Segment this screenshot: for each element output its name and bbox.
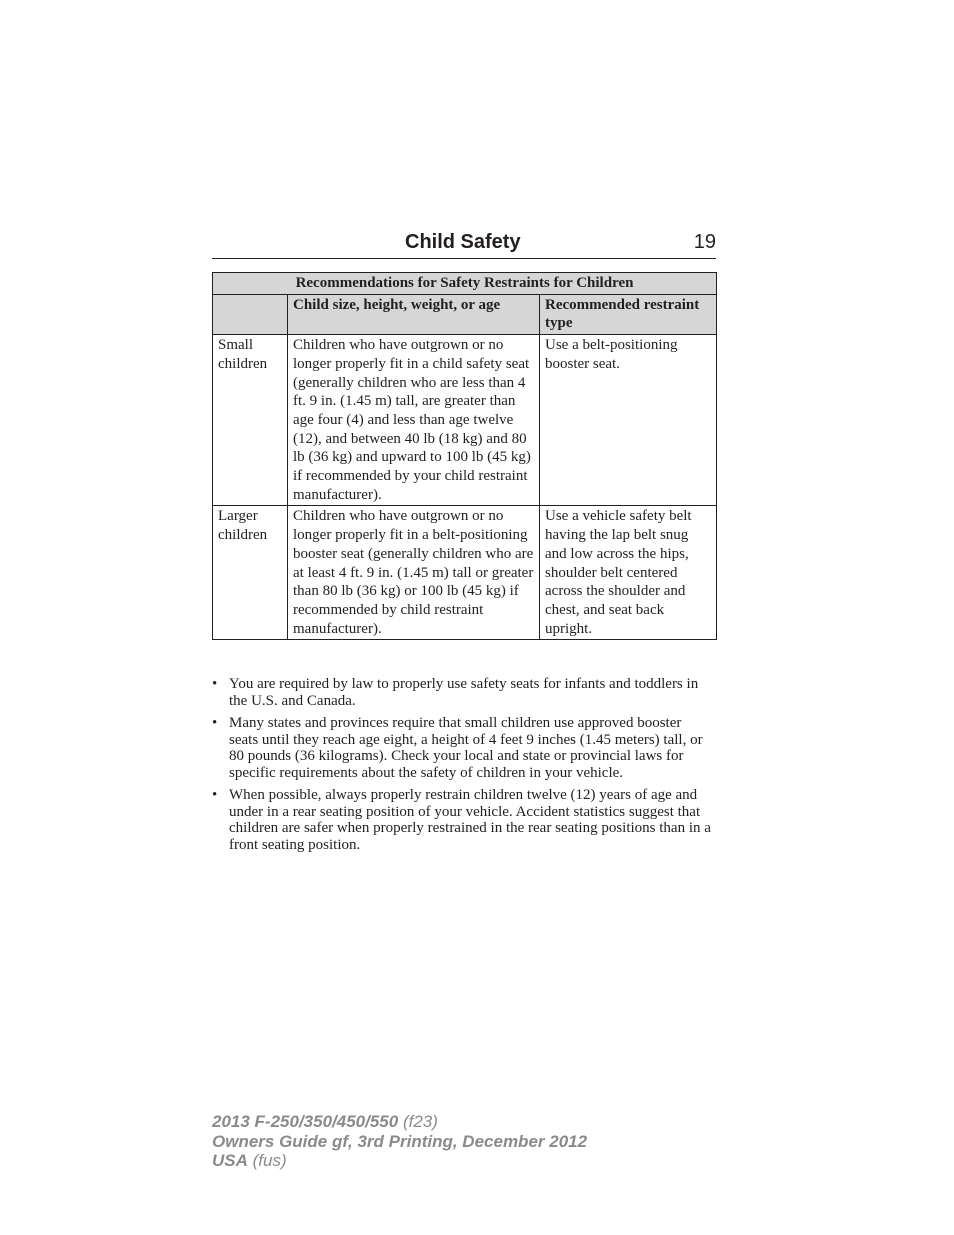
column-header-category [213, 294, 288, 334]
page-number: 19 [693, 231, 716, 253]
table-caption-row [213, 273, 717, 295]
bullet-icon: • [212, 676, 218, 692]
section-title: Child Safety [405, 231, 521, 253]
table-caption: Recommendations for Safety Restraints for Children [213, 273, 717, 295]
note-text: You are required by law to properly use safety seats for infants and toddlers in the U.S. and Canada. [229, 676, 699, 709]
row-restraint: Use a vehicle safety belt having the lap belt snug and low across the hips, shoulder belt centered across the shoulder and chest, and seat back upright. [540, 506, 717, 640]
footer-region-code: (fus) [247, 1151, 287, 1170]
row-criteria: Children who have outgrown or no longer properly fit in a child safety seat (generally children who are less than 4 ft. 9 in. (1.45 m) tall, are greater than age four (4) and less than age twelve (12), and between 40 lb (18 kg) and 80 lb (36 kg) and upward to 100 lb (45 kg) if recommended by your child restraint manufacturer). [288, 335, 540, 506]
footer-model-code: (f23) [398, 1112, 438, 1131]
document-footer [212, 1112, 587, 1171]
column-header-criteria: Child size, height, weight, or age [288, 294, 540, 334]
table-header-row [213, 294, 717, 334]
table-row [213, 506, 717, 640]
page-header [212, 229, 716, 259]
note-text: When possible, always properly restrain children twelve (12) years of age and under in a rear seating position of your vehicle. Accident statistics suggest that children are safer when properly restrained in the rear seating positions than in a front seating position. [229, 787, 711, 853]
row-criteria: Children who have outgrown or no longer properly fit in a belt-positioning booster seat (generally children who are at least 4 ft. 9 in. (1.45 m) tall or greater than 80 lb (36 kg) or 100 lb (45 kg) if recommended by child restraint manufacturer). [288, 506, 540, 640]
note-text: Many states and provinces require that small children use approved booster seats until they reach age eight, a height of 4 feet 9 inches (1.45 meters) tall, or 80 pounds (36 kilograms). Check your local and state or provincial laws for specific requirements about the safety of children in your vehicle. [229, 715, 703, 781]
footer-model-line [212, 1112, 587, 1132]
list-item [212, 676, 712, 709]
table-row [213, 335, 717, 506]
footer-printing: Owners Guide gf, 3rd Printing, December 2012 [212, 1131, 588, 1151]
bullet-icon: • [212, 715, 218, 731]
footer-region: USA [212, 1151, 248, 1170]
row-restraint: Use a belt-positioning booster seat. [540, 335, 717, 506]
list-item [212, 787, 712, 853]
footer-region-line [212, 1151, 587, 1171]
column-header-restraint: Recommended restraint type [540, 294, 717, 334]
row-category: Small children [213, 335, 288, 506]
footer-printing-line [212, 1132, 587, 1152]
row-category: Larger children [213, 506, 288, 640]
footer-model: 2013 F-250/350/450/550 [212, 1112, 399, 1131]
list-item [212, 715, 712, 781]
safety-notes-list [212, 676, 712, 859]
restraint-recommendations-table [212, 272, 717, 640]
bullet-icon: • [212, 787, 218, 803]
